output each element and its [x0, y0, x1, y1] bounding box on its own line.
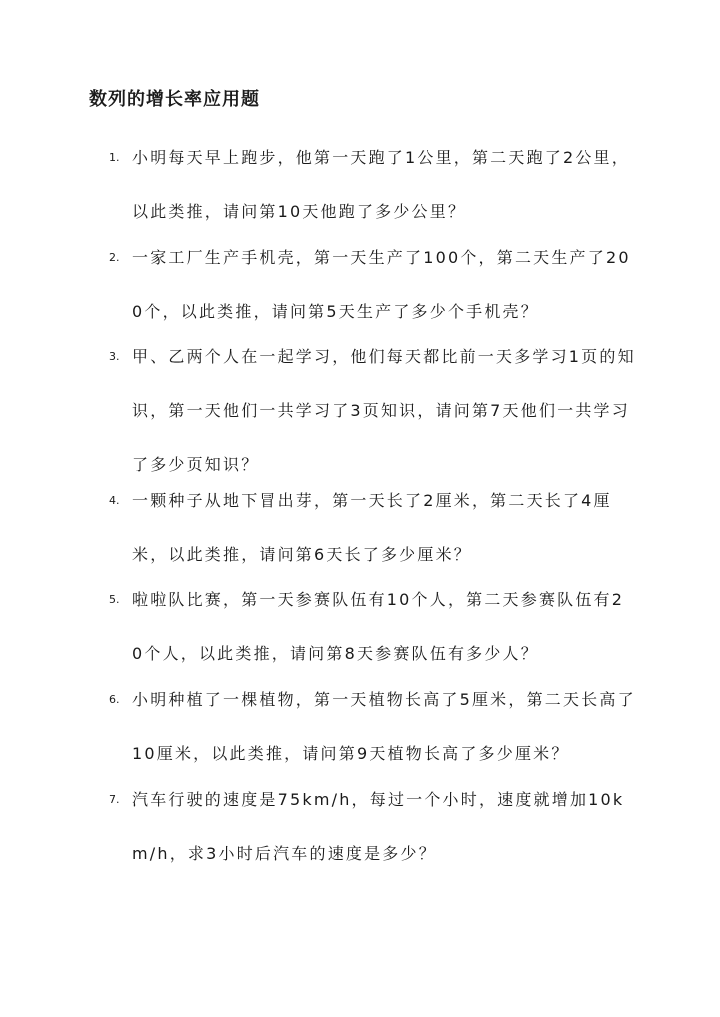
question-number: 7. [109, 793, 120, 806]
question-text: 汽车行驶的速度是75km/h，每过一个小时，速度就增加10km/h，求3小时后汽车的速度是多少？ [132, 790, 625, 863]
question-number: 6. [109, 693, 120, 706]
question-text: 小明每天早上跑步，他第一天跑了1公里，第二天跑了2公里，以此类推，请问第10天他跑了多少公里？ [132, 148, 630, 221]
question-number: 5. [109, 593, 120, 606]
question-text: 啦啦队比赛，第一天参赛队伍有10个人，第二天参赛队伍有20个人，以此类推，请问第8天参赛队伍有多少人？ [132, 590, 625, 663]
question-text: 一家工厂生产手机壳，第一天生产了100个，第二天生产了200个，以此类推，请问第5天生产了多少个手机壳？ [132, 248, 631, 321]
question-number: 1. [109, 151, 120, 164]
question-number: 2. [109, 251, 120, 264]
document-title: 数列的增长率应用题 [89, 89, 260, 110]
question-text: 小明种植了一棵植物，第一天植物长高了5厘米，第二天长高了10厘米，以此类推，请问第9天植物长高了多少厘米？ [132, 690, 636, 763]
question-text: 一颗种子从地下冒出芽，第一天长了2厘米，第二天长了4厘米，以此类推，请问第6天长了多少厘米？ [132, 491, 612, 564]
question-number: 3. [109, 350, 120, 363]
question-text: 甲、乙两个人在一起学习，他们每天都比前一天多学习1页的知识，第一天他们一共学习了3页知识，请问第7天他们一共学习了多少页知识？ [132, 347, 636, 474]
question-number: 4. [109, 494, 120, 507]
